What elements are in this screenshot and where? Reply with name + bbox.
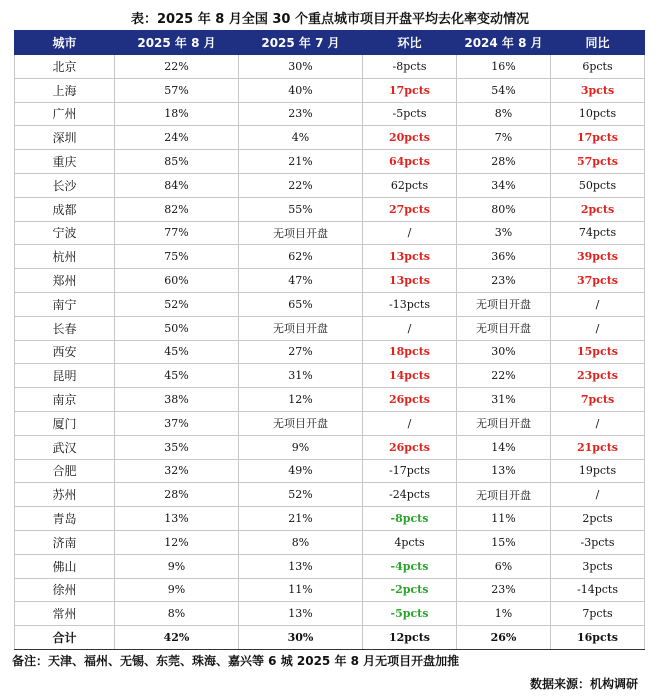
city-cell: 西安 <box>15 340 115 364</box>
city-cell: 武汉 <box>15 435 115 459</box>
table-row <box>15 55 645 79</box>
yoy-cell: 21pcts <box>551 435 645 459</box>
city-cell: 厦门 <box>15 411 115 435</box>
total-yoy-cell: 16pcts <box>551 626 645 650</box>
mom-cell: -17pcts <box>363 459 457 483</box>
aug-2025-cell: 52% <box>115 292 239 316</box>
yoy-cell: 2pcts <box>551 197 645 221</box>
mom-cell: 20pcts <box>363 126 457 150</box>
city-cell: 宁波 <box>15 221 115 245</box>
mom-cell: 13pcts <box>363 245 457 269</box>
table-row <box>15 197 645 221</box>
city-cell: 徐州 <box>15 578 115 602</box>
table-row <box>15 245 645 269</box>
mom-cell: / <box>363 411 457 435</box>
aug-2024-cell: 8% <box>457 102 551 126</box>
table-row <box>15 292 645 316</box>
aug-2025-cell: 84% <box>115 173 239 197</box>
city-cell: 青岛 <box>15 507 115 531</box>
table-row <box>15 530 645 554</box>
table-row <box>15 459 645 483</box>
jul-2025-cell: 11% <box>239 578 363 602</box>
aug-2024-cell: 28% <box>457 150 551 174</box>
city-cell: 常州 <box>15 602 115 626</box>
jul-2025-cell: 21% <box>239 507 363 531</box>
table-row <box>15 102 645 126</box>
city-cell: 济南 <box>15 530 115 554</box>
aug-2025-cell: 35% <box>115 435 239 459</box>
mom-cell: 26pcts <box>363 435 457 459</box>
mom-cell: -24pcts <box>363 483 457 507</box>
yoy-cell: 6pcts <box>551 55 645 79</box>
aug-2024-cell: 16% <box>457 55 551 79</box>
data-source: 数据来源：机构调研 <box>529 677 638 691</box>
aug-2024-cell: 无项目开盘 <box>457 483 551 507</box>
jul-2025-cell: 无项目开盘 <box>239 316 363 340</box>
yoy-cell: -3pcts <box>551 530 645 554</box>
table-row <box>15 221 645 245</box>
absorption-rate-table <box>14 30 645 650</box>
aug-2025-cell: 60% <box>115 269 239 293</box>
mom-cell: -5pcts <box>363 102 457 126</box>
aug-2024-cell: 23% <box>457 578 551 602</box>
aug-2025-cell: 37% <box>115 411 239 435</box>
table-row <box>15 126 645 150</box>
aug-2024-cell: 15% <box>457 530 551 554</box>
jul-2025-cell: 23% <box>239 102 363 126</box>
city-cell: 合肥 <box>15 459 115 483</box>
yoy-cell: 50pcts <box>551 173 645 197</box>
header-yoy: 同比 <box>551 31 645 55</box>
yoy-cell: 37pcts <box>551 269 645 293</box>
mom-cell: / <box>363 221 457 245</box>
aug-2024-cell: 36% <box>457 245 551 269</box>
jul-2025-cell: 12% <box>239 388 363 412</box>
aug-2025-cell: 28% <box>115 483 239 507</box>
aug-2025-cell: 13% <box>115 507 239 531</box>
table-body <box>15 55 645 650</box>
table-row <box>15 340 645 364</box>
yoy-cell: 57pcts <box>551 150 645 174</box>
total-aug-2024-cell: 26% <box>457 626 551 650</box>
table-row <box>15 578 645 602</box>
total-jul-2025-cell: 30% <box>239 626 363 650</box>
aug-2025-cell: 8% <box>115 602 239 626</box>
table-row <box>15 173 645 197</box>
city-cell: 成都 <box>15 197 115 221</box>
aug-2024-cell: 无项目开盘 <box>457 292 551 316</box>
mom-cell: -8pcts <box>363 507 457 531</box>
header-mom: 环比 <box>363 31 457 55</box>
yoy-cell: / <box>551 316 645 340</box>
yoy-cell: / <box>551 483 645 507</box>
jul-2025-cell: 13% <box>239 602 363 626</box>
city-cell: 郑州 <box>15 269 115 293</box>
aug-2024-cell: 23% <box>457 269 551 293</box>
aug-2025-cell: 12% <box>115 530 239 554</box>
aug-2025-cell: 85% <box>115 150 239 174</box>
aug-2024-cell: 30% <box>457 340 551 364</box>
aug-2024-cell: 14% <box>457 435 551 459</box>
table-row <box>15 483 645 507</box>
yoy-cell: 19pcts <box>551 459 645 483</box>
city-cell: 佛山 <box>15 554 115 578</box>
total-mom-cell: 12pcts <box>363 626 457 650</box>
yoy-cell: 7pcts <box>551 602 645 626</box>
jul-2025-cell: 55% <box>239 197 363 221</box>
mom-cell: 27pcts <box>363 197 457 221</box>
aug-2025-cell: 75% <box>115 245 239 269</box>
table-row <box>15 316 645 340</box>
aug-2024-cell: 3% <box>457 221 551 245</box>
city-cell: 北京 <box>15 55 115 79</box>
jul-2025-cell: 27% <box>239 340 363 364</box>
header-row <box>15 31 645 55</box>
aug-2025-cell: 57% <box>115 78 239 102</box>
aug-2025-cell: 45% <box>115 364 239 388</box>
aug-2024-cell: 54% <box>457 78 551 102</box>
aug-2024-cell: 31% <box>457 388 551 412</box>
mom-cell: 14pcts <box>363 364 457 388</box>
city-cell: 长沙 <box>15 173 115 197</box>
mom-cell: 18pcts <box>363 340 457 364</box>
header-city: 城市 <box>15 31 115 55</box>
yoy-cell: / <box>551 411 645 435</box>
aug-2024-cell: 1% <box>457 602 551 626</box>
jul-2025-cell: 65% <box>239 292 363 316</box>
aug-2024-cell: 22% <box>457 364 551 388</box>
city-cell: 长春 <box>15 316 115 340</box>
yoy-cell: 23pcts <box>551 364 645 388</box>
mom-cell: -13pcts <box>363 292 457 316</box>
aug-2025-cell: 82% <box>115 197 239 221</box>
yoy-cell: 39pcts <box>551 245 645 269</box>
jul-2025-cell: 21% <box>239 150 363 174</box>
mom-cell: 64pcts <box>363 150 457 174</box>
jul-2025-cell: 49% <box>239 459 363 483</box>
table-row <box>15 388 645 412</box>
aug-2024-cell: 无项目开盘 <box>457 316 551 340</box>
jul-2025-cell: 4% <box>239 126 363 150</box>
jul-2025-cell: 9% <box>239 435 363 459</box>
jul-2025-cell: 47% <box>239 269 363 293</box>
yoy-cell: -14pcts <box>551 578 645 602</box>
aug-2025-cell: 18% <box>115 102 239 126</box>
mom-cell: -5pcts <box>363 602 457 626</box>
city-cell: 上海 <box>15 78 115 102</box>
table-row <box>15 507 645 531</box>
table-row <box>15 269 645 293</box>
total-row <box>15 626 645 650</box>
yoy-cell: 2pcts <box>551 507 645 531</box>
table-title: 表：2025 年 8 月全国 30 个重点城市项目开盘平均去化率变动情况 <box>131 12 529 27</box>
jul-2025-cell: 31% <box>239 364 363 388</box>
yoy-cell: 3pcts <box>551 554 645 578</box>
jul-2025-cell: 30% <box>239 55 363 79</box>
yoy-cell: 7pcts <box>551 388 645 412</box>
city-cell: 杭州 <box>15 245 115 269</box>
table-row <box>15 364 645 388</box>
aug-2025-cell: 77% <box>115 221 239 245</box>
header-2025-jul: 2025 年 7 月 <box>239 31 363 55</box>
footnote: 备注：天津、福州、无锡、东莞、珠海、嘉兴等 6 城 2025 年 8 月无项目开盘加推 <box>12 654 460 668</box>
mom-cell: 26pcts <box>363 388 457 412</box>
aug-2025-cell: 24% <box>115 126 239 150</box>
city-cell: 广州 <box>15 102 115 126</box>
jul-2025-cell: 无项目开盘 <box>239 221 363 245</box>
jul-2025-cell: 13% <box>239 554 363 578</box>
aug-2025-cell: 45% <box>115 340 239 364</box>
mom-cell: -4pcts <box>363 554 457 578</box>
mom-cell: 62pcts <box>363 173 457 197</box>
mom-cell: 17pcts <box>363 78 457 102</box>
jul-2025-cell: 52% <box>239 483 363 507</box>
aug-2024-cell: 11% <box>457 507 551 531</box>
aug-2025-cell: 38% <box>115 388 239 412</box>
yoy-cell: 3pcts <box>551 78 645 102</box>
yoy-cell: 15pcts <box>551 340 645 364</box>
table-row <box>15 78 645 102</box>
city-cell: 南宁 <box>15 292 115 316</box>
city-cell: 苏州 <box>15 483 115 507</box>
city-cell: 深圳 <box>15 126 115 150</box>
table-row <box>15 435 645 459</box>
mom-cell: -2pcts <box>363 578 457 602</box>
aug-2024-cell: 无项目开盘 <box>457 411 551 435</box>
jul-2025-cell: 8% <box>239 530 363 554</box>
yoy-cell: 10pcts <box>551 102 645 126</box>
jul-2025-cell: 22% <box>239 173 363 197</box>
aug-2024-cell: 34% <box>457 173 551 197</box>
aug-2025-cell: 50% <box>115 316 239 340</box>
aug-2024-cell: 6% <box>457 554 551 578</box>
header-2024-aug: 2024 年 8 月 <box>457 31 551 55</box>
yoy-cell: / <box>551 292 645 316</box>
city-cell: 南京 <box>15 388 115 412</box>
aug-2024-cell: 80% <box>457 197 551 221</box>
city-cell: 重庆 <box>15 150 115 174</box>
table-row <box>15 150 645 174</box>
aug-2024-cell: 13% <box>457 459 551 483</box>
mom-cell: 13pcts <box>363 269 457 293</box>
total-city-cell: 合计 <box>15 626 115 650</box>
aug-2025-cell: 9% <box>115 554 239 578</box>
aug-2025-cell: 9% <box>115 578 239 602</box>
aug-2024-cell: 7% <box>457 126 551 150</box>
mom-cell: / <box>363 316 457 340</box>
table-row <box>15 411 645 435</box>
table-row <box>15 554 645 578</box>
aug-2025-cell: 22% <box>115 55 239 79</box>
header-2025-aug: 2025 年 8 月 <box>115 31 239 55</box>
mom-cell: -8pcts <box>363 55 457 79</box>
mom-cell: 4pcts <box>363 530 457 554</box>
city-cell: 昆明 <box>15 364 115 388</box>
aug-2025-cell: 32% <box>115 459 239 483</box>
total-aug-2025-cell: 42% <box>115 626 239 650</box>
table-row <box>15 602 645 626</box>
yoy-cell: 74pcts <box>551 221 645 245</box>
jul-2025-cell: 62% <box>239 245 363 269</box>
jul-2025-cell: 无项目开盘 <box>239 411 363 435</box>
jul-2025-cell: 40% <box>239 78 363 102</box>
yoy-cell: 17pcts <box>551 126 645 150</box>
